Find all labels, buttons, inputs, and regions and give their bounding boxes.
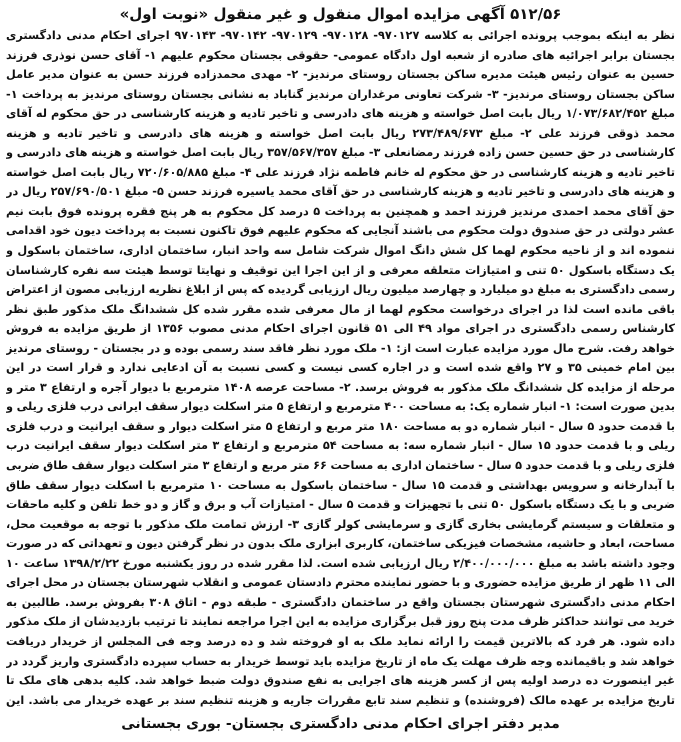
notice-title: ۵۱۲/۵۶ آگهی مزایده اموال منقول و غیر منقول «نوبت اول» [119, 5, 562, 23]
notice-signature: مدیر دفتر اجرای احکام مدنی دادگستری بجستان- بوری بجستانی [121, 716, 560, 732]
notice-body: نظر به اینکه بموجب پرونده اجرائی به کلاسه ۹۷۰۱۲۷- ۹۷۰۱۲۸- ۹۷۰۱۲۹- ۹۷۰۱۴۲- ۹۷۰۱۴۳ اجرای احکام مدنی دادگستری بجستان برابر اجرائیه های صادره از شعبه اول دادگاه عمومی- حقوقی بجستان محکوم علیهم ۱- آقای حسن نوذری فرزند حسین به عنوان رئیس هیئت مدیره ساکن بجستان روستای مرندیز- ۲- مهدی محمدزاده فرزند حسن به عنوان مدیر عامل ساکن بجستان روستای مرندیز- ۳- شرکت تعاونی مرغداران مرندیز گناباد به نشانی بجستان روستای مرندیز به پرداخت ۱- مبلغ ۱/۰۷۳/۶۸۲/۴۵۲ ریال بابت اصل خواسته و هزینه های دادرسی و تاخیر تادیه و هزینه کارشناسی در حق محکوم له آقای محمد ذوقی فرزند علی ۲- مبلغ ۲۷۳/۴۸۹/۶۷۳ ریال بابت اصل خواسته و هزینه های دادرسی و تاخیر تادیه و هزینه کارشناسی در حق حسین حسن زاده فرزند رمضانعلی ۳- مبلغ ۳۵۷/۵۶۷/۳۵۷ ریال بابت اصل خواسته و هزینه های دادرسی و تاخیر تادیه و هزینه کارشناسی در حق محکوم له خانم فاطمه نژاد فرزند علی ۴- مبلغ ۷۲۰/۶۰۵/۸۸۵ ریال بابت اصل خواسته و هزینه های دادرسی و تاخیر تادیه و هزینه کارشناسی در حق آقای محمد یاسیره فرزند حسن ۵- مبلغ ۲۵۷/۶۹۰/۵۰۱ ریال در حق آقای محمد احمدی مرندیز فرزند احمد و همچنین به پرداخت ۵ درصد کل محکوم به هر پنج فقره پرونده فوق بابت نیم عشر دولتی در حق صندوق دولت محکوم می باشند آنجایی که محکوم علیهم فوق تاکنون نسبت به پرداخت دیون خود اقدامی ننموده اند و از ناحیه محکوم لهما کل شش دانگ اموال شرکت شامل سه واحد انبار، ساختمان اداری، ساختمان باسکول و یک دستگاه باسکول ۵۰ تنی و امتیازات متعلقه معرفی و از این اجرا این توقیف و نهایتا توسط هیئت سه نفره کارشناسان رسمی دادگستری به مبلغ دو میلیارد و چهارصد میلیون ریال ارزیابی گردیده که پس از ابلاغ نظریه ارزیابی مصون از اعتراض باقی مانده است لذا در اجرای درخواست محکوم لهما از مال معرفی شده مقرر شده کل ششدانگ ملک مذکور طبق نظر کارشناس رسمی دادگستری در اجرای مواد ۴۹ الی ۵۱ قانون اجرای احکام مدنی مصوب ۱۳۵۶ از طریق مزایده به فروش خواهد رفت. شرح مال مورد مزایده عبارت است از: ۱- ملک مورد نظر فاقد سند رسمی بوده و در بجستان - روستای مرندیز بین امام خمینی ۳۵ و ۲۷ واقع شده است و در اجاره کسی نیست و کسی نسبت به آن ادعایی ندارد و قرار است در این مرحله از مزایده کل ششدانگ ملک مذکور به فروش برسد. ۲- مساحت عرصه ۱۴۰۸ مترمربع با دیوار آجره و ارتفاع ۳ متر و بدین صورت است: ۱- انبار شماره یک: به مساحت ۴۰۰ مترمربع و ارتفاع ۵ متر اسکلت دیوار سقف ایرانی درب فلزی ریلی و با قدمت حدود ۵ سال - انبار شماره دو به مساحت ۱۸۰ متر مربع و ارتفاع ۵ متر اسکلت دیوار و سقف ایرانیت و درب فلزی ریلی و با قدمت حدود ۱۵ سال - انبار شماره سه: به مساحت ۵۴ مترمربع و ارتفاع ۳ متر اسکلت دیوار سقف ایرانیت درب فلزی ریلی و با قدمت حدود ۵ سال - ساختمان اداری به مساحت ۶۶ متر مربع و ارتفاع ۳ متر اسکلت دیوار سقف طاق ضربی با آبدارخانه و سرویس بهداشتی و قدمت ۱۵ سال - ساختمان باسکول به مساحت ۱۰ مترمربع با اسکلت دیوار سقف طاق ضربی و با یک دستگاه باسکول ۵۰ تنی با تجهیزات و قدمت ۵ سال - امتیازات آب و برق و گاز و دو خط تلفن و کلیه ماحقات و متعلقات و سیستم گرمایشی بخاری گازی و سرمایشی کولر گازی ۳- ارزش تمامت ملک مذکور با توجه به موقعیت محل، مساحت، ابعاد و حاشیه، مشخصات فیزیکی ساختمان، کاربری ابزاری ملک بدون در نظر گرفتن دیون و تعهداتی که در صورت وجود داشته باشد به مبلغ ۲/۴۰۰/۰۰۰/۰۰۰ ریال ارزیابی شده است. لذا مقرر شده در روز یکشنبه مورخ ۱۳۹۸/۲/۲۲ ساعت ۱۰ الی ۱۱ ظهر از طریق مزایده حضوری و با حضور نماینده محترم دادستان عمومی و انقلاب شهرستان بجستان در محل اجرای احکام مدنی دادگستری شهرستان بجستان واقع در ساختمان دادگستری - طبقه دوم - اتاق ۳۰۸ بفروش برسد. طالبین به خرید می توانند حداکثر ظرف مدت پنج روز قبل برگزاری مزایده به این اجرا مراجعه نمایند تا ترتیب بازدیدشان از ملک مذکور داده شود. هر فرد که بالاترین قیمت را ارائه نماید ملک به او فروخته شد و ده درصد وجه فی المجلس از خریدار دریافت خواهد شد و باقیمانده وجه ظرف مهلت یک ماه از تاریخ مزایده باید توسط خریدار به حساب سپرده دادگستری واریز گردد در غیر اینصورت ده درصد اولیه پس از کسر هزینه های اجرایی به نفع صندوق دولت ضبط خواهد شد. کلیه بدهی های ملک تا تاریخ مزایده بر عهده مالک (فروشنده) و تنظیم سند تابع مقررات جاریه و هزینه تنظیم سند بر عهده خریدار می باشد. این [6, 29, 675, 707]
auction-notice [6, 4, 675, 738]
